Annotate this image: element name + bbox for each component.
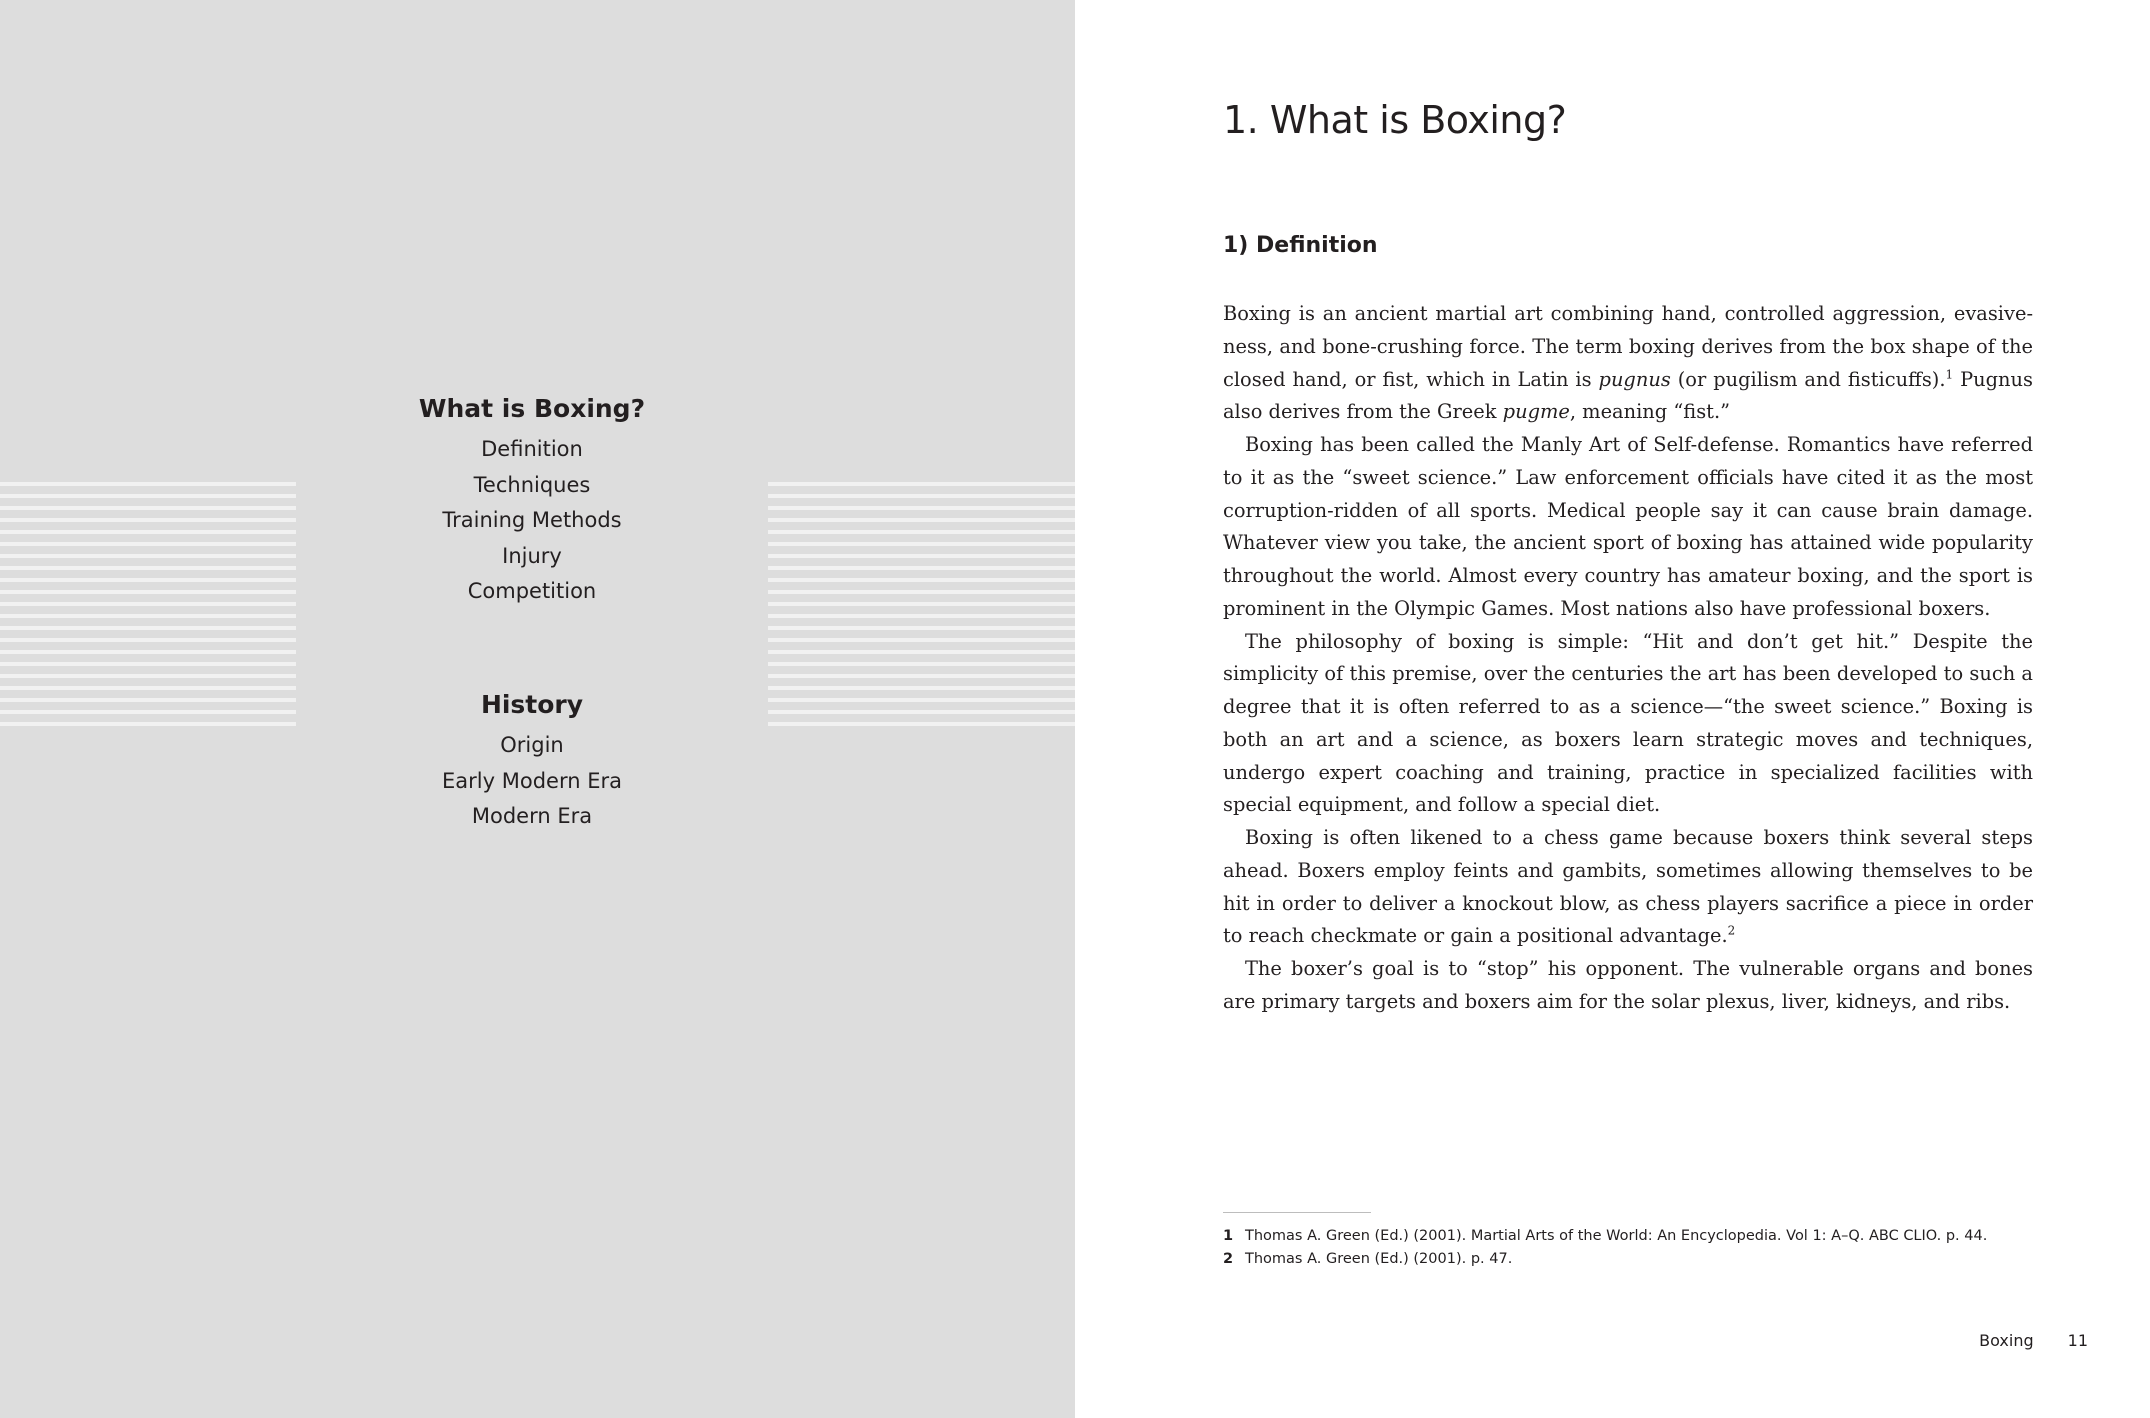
toc-heading: What is Boxing? [418, 394, 646, 423]
right-page [1075, 0, 2150, 1418]
footnote-ref-2: 2 [1727, 923, 1736, 938]
footnote-ref-1: 1 [1945, 367, 1954, 382]
toc-heading: History [480, 690, 584, 719]
decorative-stripes-left [0, 482, 296, 732]
paragraph-text: Pugnus also derives from the Greek [1223, 367, 2033, 424]
paragraph-1 [1223, 298, 2033, 429]
paragraph-5: The boxer’s goal is to “stop” his opponent. The vulnerable organs and bones are primary targets and boxers aim for the solar plexus, liver, kidneys, and ribs. [1223, 957, 2033, 1013]
paragraph-text: (or pugilism and fisticuffs). [1670, 367, 1946, 391]
section-title: 1) Definition [1223, 233, 1378, 258]
greek-term: pugme [1502, 400, 1570, 424]
footnote-number: 1 [1223, 1228, 1234, 1244]
toc-item-training-methods: Training Methods [442, 508, 622, 532]
footnote-text: Thomas A. Green (Ed.) (2001). p. 47. [1245, 1251, 1513, 1267]
toc-item-injury: Injury [502, 543, 562, 568]
toc-item-techniques: Techniques [473, 472, 591, 497]
toc-item-modern-era: Modern Era [471, 804, 593, 828]
toc-item-definition: Definition [481, 437, 583, 461]
footnotes [1223, 1225, 2083, 1271]
toc-section-history [296, 686, 768, 835]
decorative-stripes-right [768, 482, 1075, 732]
toc-list [296, 432, 768, 610]
chapter-title: 1. What is Boxing? [1223, 98, 1567, 142]
toc-section-what-is-boxing [296, 390, 768, 610]
paragraph-text: , meaning “fist.” [1569, 400, 1731, 424]
paragraph-text: Boxing is an ancient martial art combining hand, controlled aggression, evasiveness, and bone-crushing force. The term boxing derives from the box shape of the closed hand, or fist, which in Latin is [1223, 302, 2033, 391]
footnote-divider [1223, 1212, 1371, 1213]
running-title: Boxing [1979, 1331, 2034, 1350]
toc-item-early-modern-era: Early Modern Era [442, 768, 622, 793]
latin-term: pugnus [1598, 367, 1671, 391]
page-number: 11 [2067, 1331, 2088, 1350]
paragraph-3: The philosophy of boxing is simple: “Hit and don’t get hit.” Despite the simplicity of this premise, over the centuries the art has been developed to such a degree that it is often referred to as a science—“the sweet science.” Boxing is both an art and a science, as boxers learn strategic moves and techniques, undergo expert coaching and training, practice in specialized facilities with special equipment, and follow a special diet. [1223, 629, 2033, 817]
paragraph-2: Boxing has been called the Manly Art of Self-defense. Romantics have referred to it as the “sweet science.” Law enforcement officials have cited it as the most corruption-ridden of all sports. Medical people say it can cause brain damage. Whatever view you take, the ancient sport of boxing has attained wide popularity throughout the world. Almost every country has amateur boxing, and the sport is prominent in the Olympic Games. Most nations also have professional boxers. [1223, 433, 2033, 620]
footnote-1 [1223, 1225, 2083, 1248]
toc-item-origin: Origin [500, 733, 564, 757]
footnote-text: Thomas A. Green (Ed.) (2001). Martial Arts of the World: An Encyclopedia. Vol 1: A–Q. ABC CLIO. p. 44. [1245, 1228, 1988, 1244]
body-text [1223, 298, 2033, 1019]
paragraph-4 [1223, 822, 2033, 953]
toc-item-competition: Competition [467, 579, 597, 603]
footnote-number: 2 [1223, 1251, 1234, 1267]
footnote-2 [1223, 1248, 2083, 1271]
paragraph-text: Boxing is often likened to a chess game because boxers think several steps ahead. Boxers employ feints and gambits, sometimes allowing themselves to be hit in order to deliver a knockout blow, as chess players sacrifice a piece in order to reach checkmate or gain a positional advantage. [1223, 826, 2033, 948]
toc-list [296, 728, 768, 835]
running-footer [1979, 1331, 2088, 1350]
